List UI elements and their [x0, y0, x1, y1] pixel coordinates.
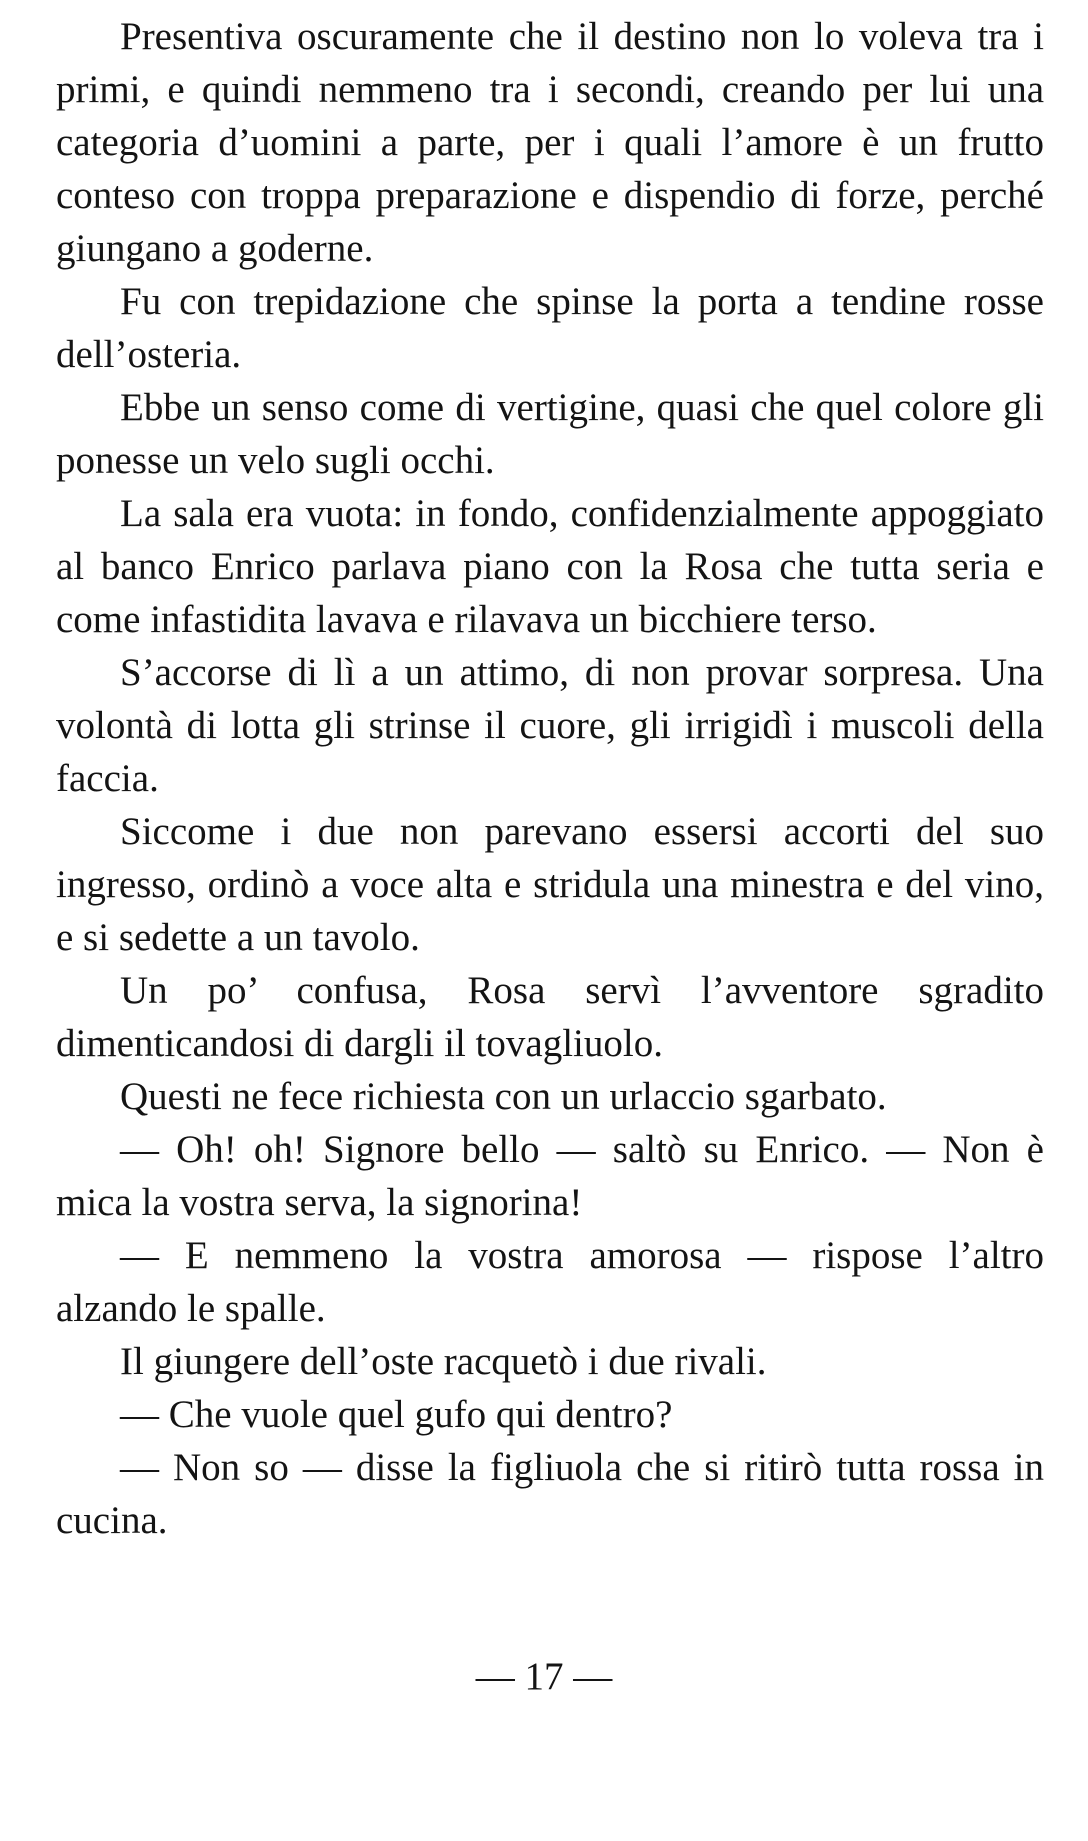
paragraph-9: — Oh! oh! Signore bello — saltò su Enrico. — Non è mica la vostra serva, la signorina! [56, 1128, 1044, 1224]
paragraph-6: Siccome i due non parevano essersi accorti del suo ingresso, ordinò a voce alta e stridula una minestra e del vino, e si sedette a un tavolo. [56, 810, 1044, 959]
paragraph-4: La sala era vuota: in fondo, confidenzialmente appoggiato al banco Enrico parlava piano con la Rosa che tutta seria e come infastidita lavava e rilavava un bicchiere terso. [56, 492, 1044, 641]
paragraph-1: Presentiva oscuramente che il destino non lo voleva tra i primi, e quindi nemmeno tra i secondi, creando per lui una categoria d’uomini a parte, per i quali l’amore è un frutto conteso con troppa preparazione e dispendio di forze, perché giungano a goderne. [56, 15, 1044, 270]
page-body-text [56, 10, 1044, 1547]
page-number: — 17 — [475, 1655, 613, 1698]
paragraph-3: Ebbe un senso come di vertigine, quasi che quel colore gli ponesse un velo sugli occhi. [56, 386, 1044, 482]
paragraph-7: Un po’ confusa, Rosa servì l’avventore sgradito dimenticandosi di dargli il tovagliuolo. [56, 969, 1044, 1065]
paragraph-12: — Che vuole quel gufo qui dentro? [120, 1393, 673, 1436]
paragraph-11: Il giungere dell’oste racquetò i due rivali. [120, 1340, 767, 1383]
paragraph-8: Questi ne fece richiesta con un urlaccio sgarbato. [120, 1075, 887, 1118]
paragraph-13: — Non so — disse la figliuola che si ritirò tutta rossa in cucina. [56, 1446, 1044, 1542]
paragraph-5: S’accorse di lì a un attimo, di non provar sorpresa. Una volontà di lotta gli strinse il cuore, gli irrigidì i muscoli della faccia. [56, 651, 1044, 800]
paragraph-2: Fu con trepidazione che spinse la porta a tendine rosse dell’osteria. [56, 280, 1044, 376]
paragraph-10: — E nemmeno la vostra amorosa — rispose l’altro alzando le spalle. [56, 1234, 1044, 1330]
